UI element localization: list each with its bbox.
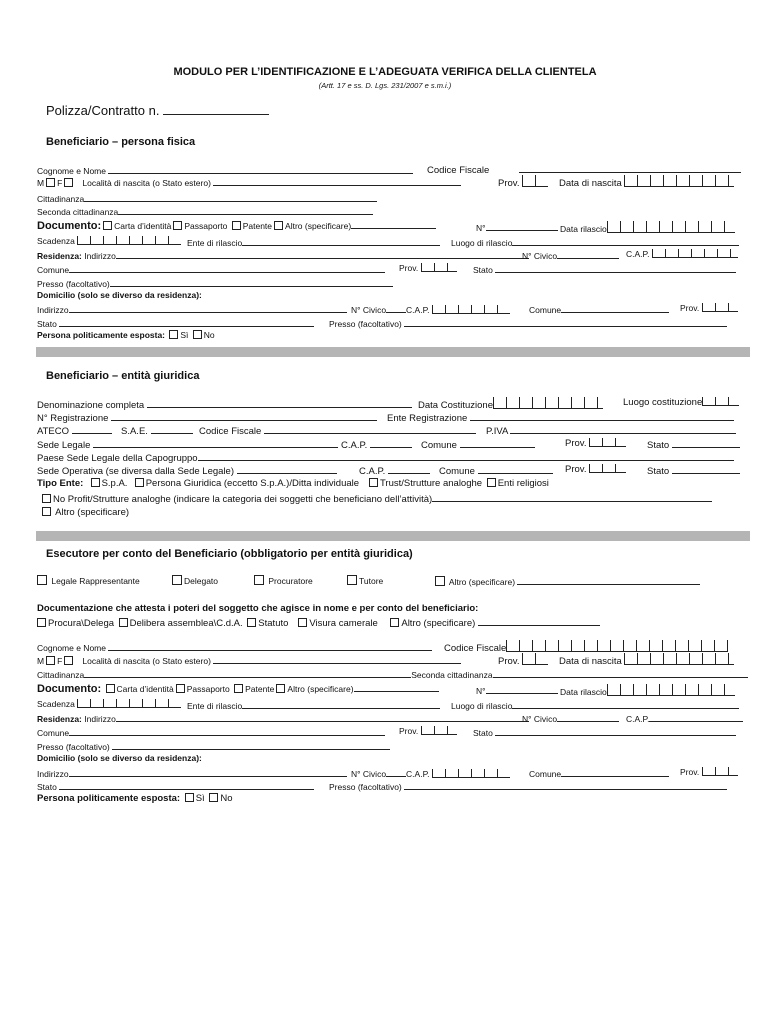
esec-presso-field[interactable]: Presso (facoltativo) [37,740,390,752]
sede-op-stato-field[interactable]: Stato [647,464,740,477]
sede-comune-field[interactable]: Comune [421,438,535,451]
trust-checkbox[interactable] [369,478,378,487]
sae-field[interactable]: S.A.E. [121,424,193,437]
polizza-field[interactable] [46,103,269,118]
cap-field[interactable]: C.A.P. [626,249,738,259]
section-persona-fisica: Beneficiario – persona fisica [46,136,196,148]
esec-cittadinanza-field[interactable]: Cittadinanza Seconda cittadinanza [37,668,748,680]
form-title: MODULO PER L’IDENTIFICAZIONE E L’ADEGUATA VERIFICA DELLA CLIENTELA [173,66,597,78]
section-esecutore: Esecutore per conto del Beneficiario (obbligatorio per entità giuridica) [46,548,413,560]
noprofit-row[interactable]: No Profit/Strutture analoghe (indicare la categoria dei soggetti che beneficiano dell’attività) [40,492,712,505]
sede-op-field[interactable]: Sede Operativa (se diversa dalla Sede Legale) [37,464,337,477]
section-entita-giuridica: Beneficiario – entità giuridica [46,370,200,382]
religiosi-checkbox[interactable] [487,478,496,487]
esec-passaporto-checkbox[interactable] [176,684,185,693]
esec-altro-checkbox[interactable] [276,684,285,693]
carta-checkbox[interactable] [103,221,112,230]
esec-data-rilascio-field[interactable]: Data rilascio [560,684,735,697]
polizza-label: Polizza/Contratto n. [46,103,160,118]
esec-stato-field[interactable]: Stato [473,726,736,738]
form-subtitle: (Artt. 17 e ss. D. Lgs. 231/2007 e s.m.i.) [318,81,452,90]
pg-checkbox[interactable] [135,478,144,487]
cognome-field[interactable]: Cognome e Nome [37,164,413,176]
ente-reg-field[interactable]: Ente Registrazione [387,411,734,424]
delegato-option[interactable]: Delegato [170,575,218,586]
doc-poteri-row: Procura\Delega Delibera assemblea\C.d.A. Statuto Visura camerale Altro (specificare) [35,616,600,629]
tutore-option[interactable]: Tutore [345,575,383,586]
altro-esecutore-option[interactable]: Altro (specificare) [433,575,700,587]
data-cost-field[interactable]: Data Costituzione [418,397,603,411]
spa-checkbox[interactable] [91,478,100,487]
sesso-nascita-row: M F Località di nascita (o Stato estero) [37,176,461,188]
altro-doc-poteri-checkbox[interactable] [390,618,399,627]
presso-field[interactable]: Presso (facoltativo) [37,277,393,289]
stato-field[interactable]: Stato [473,263,736,275]
statuto-checkbox[interactable] [247,618,256,627]
esec-m-checkbox[interactable] [46,656,55,665]
esec-prov-res-field[interactable]: Prov. [399,726,457,736]
esec-documento-row: Documento: Carta d’identità Passaporto Patente Altro (specificare) [37,682,439,695]
esec-num-doc-field[interactable]: N° [476,684,558,696]
esec-carta-checkbox[interactable] [106,684,115,693]
esec-domicilio-label: Domicilio (solo se diverso da residenza): [37,753,202,763]
patente-checkbox[interactable] [232,221,241,230]
sede-legale-field[interactable]: Sede Legale [37,438,338,451]
civico-field[interactable]: N° Civico [522,249,619,261]
dom-civico-field[interactable]: N° Civico C.A.P. [351,303,510,315]
m-checkbox[interactable] [46,178,55,187]
section-divider-2 [36,531,750,541]
ateco-field[interactable]: ATECO [37,424,112,437]
localita-input[interactable] [213,176,461,186]
procuratore-option[interactable]: Procuratore [252,575,313,586]
domicilio-label: Domicilio (solo se diverso da residenza): [37,290,202,300]
esec-dom-civico-field[interactable]: N° Civico C.A.P. [351,767,510,779]
esec-comune-field[interactable]: Comune [37,726,385,738]
passaporto-checkbox[interactable] [173,221,182,230]
luogo-rilascio-field[interactable]: Luogo di rilascio [451,236,739,248]
esec-scadenza-field[interactable]: Scadenza [37,699,181,709]
esec-prov-field[interactable]: Prov. [498,653,548,667]
pep-row: Persona politicamente esposta: Sì No [37,330,215,340]
esec-dom-comune-field[interactable]: Comune [529,767,669,779]
esec-f-checkbox[interactable] [64,656,73,665]
esec-sesso-row: M F Località di nascita (o Stato estero) [37,654,461,666]
esec-cognome-field[interactable]: Cognome e Nome [37,641,432,653]
esec-dom-prov-field[interactable]: Prov. [680,767,738,777]
esec-dom-indirizzo-field[interactable]: Indirizzo [37,767,347,779]
doc-poteri-title: Documentazione che attesta i poteri del soggetto che agisce in nome e per conto del beneficiario: [37,603,479,614]
data-nascita-field[interactable]: Data di nascita [559,175,734,189]
esec-cf-field[interactable]: Codice Fiscale [444,640,728,654]
sede-op-prov-field[interactable]: Prov. [565,464,626,475]
esec-patente-checkbox[interactable] [234,684,243,693]
visura-checkbox[interactable] [298,618,307,627]
sede-op-comune-field[interactable]: Comune [439,464,553,477]
esec-pep-row: Persona politicamente esposta: Sì No [37,793,233,804]
procura-checkbox[interactable] [37,618,46,627]
f-checkbox[interactable] [64,178,73,187]
dom-presso-field[interactable]: Presso (facoltativo) [329,317,727,329]
prov-res-field[interactable]: Prov. [399,263,457,273]
esec-pep-si-checkbox[interactable] [185,793,194,802]
delibera-checkbox[interactable] [119,618,128,627]
cf-field[interactable]: Codice Fiscale [427,163,741,176]
esec-pep-no-checkbox[interactable] [209,793,218,802]
dom-prov-field[interactable]: Prov. [680,303,738,313]
cittadinanza-field[interactable]: Cittadinanza [37,192,377,204]
dom-indirizzo-field[interactable]: Indirizzo [37,303,347,315]
sede-op-cap-field[interactable]: C.A.P. [359,464,430,477]
capogruppo-field[interactable]: Paese Sede Legale della Capogruppo [37,451,734,464]
esec-cap-field[interactable]: C.A.P. [626,712,743,724]
piva-field[interactable]: P.IVA [486,424,736,437]
esec-data-nascita-field[interactable]: Data di nascita [559,653,734,667]
denominazione-field[interactable]: Denominazione completa [37,398,412,411]
num-doc-field[interactable]: N° [476,221,558,233]
documento-row: Documento: Carta d’identità Passaporto Patente Altro (specificare) [37,219,436,232]
altro-doc-checkbox[interactable] [274,221,283,230]
esec-residenza-row[interactable]: Residenza: Indirizzo [37,712,529,724]
dom-stato-field[interactable]: Stato [37,317,314,329]
n-reg-field[interactable]: N° Registrazione [37,411,377,424]
esec-localita-input[interactable] [213,654,461,664]
esec-luogo-field[interactable]: Luogo di rilascio [451,699,739,711]
pep-si-checkbox[interactable] [169,330,178,339]
altro-entita-row[interactable]: Altro (specificare) [40,507,129,518]
ente-rilascio-field[interactable]: Ente di rilascio [187,236,440,248]
esec-dom-stato-field[interactable]: Stato [37,780,314,792]
residenza-row[interactable]: Residenza: Indirizzo [37,249,529,261]
esec-civico-field[interactable]: N° Civico [522,712,619,724]
esec-ente-field[interactable]: Ente di rilascio [187,699,440,711]
data-rilascio-field[interactable]: Data rilascio [560,221,735,234]
sede-prov-field[interactable]: Prov. [565,438,626,449]
esec-dom-presso-field[interactable]: Presso (facoltativo) [329,780,727,792]
seconda-cittadinanza-field[interactable]: Seconda cittadinanza [37,205,373,217]
cf-giuridica-field[interactable]: Codice Fiscale [199,424,476,437]
scadenza-field[interactable]: Scadenza [37,236,181,246]
sede-cap-field[interactable]: C.A.P. [341,438,412,451]
pep-no-checkbox[interactable] [193,330,202,339]
prov-nascita-field[interactable]: Prov. [498,175,548,189]
luogo-cost-field[interactable]: Luogo costituzione [623,397,739,408]
legale-option[interactable]: Legale Rappresentante [35,575,140,586]
section-divider [36,347,750,357]
tipo-ente-row: Tipo Ente: S.p.A. Persona Giuridica (eccetto S.p.A.)/Ditta individuale Trust/Strutture analoghe Enti religiosi [37,478,549,489]
sede-stato-field[interactable]: Stato [647,438,740,451]
comune-field[interactable]: Comune [37,263,385,275]
dom-comune-field[interactable]: Comune [529,303,669,315]
